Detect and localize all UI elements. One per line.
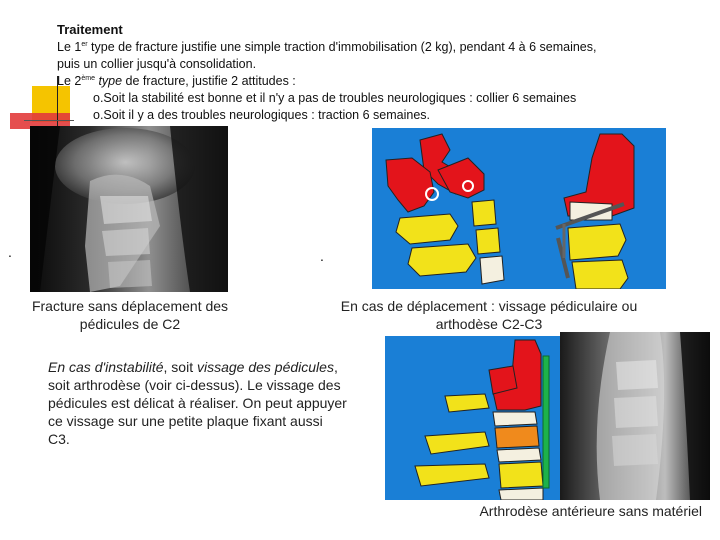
decorative-horizontal-line [24,120,74,121]
sub-item-neurologic: o.Soit il y a des troubles neurologiques : traction 6 semaines. [93,108,430,122]
paragraph-second-type: Le 2ème type de fracture, justifie 2 attitudes : [57,74,296,88]
diagram-pedicle-screw-fixation [372,128,666,289]
paragraph-first-type: Le 1er type de fracture justifie une simple traction d'immobilisation (2 kg), pendant 4 à 6 semaines, puis un collier jusqu'à consolidation. [57,40,597,71]
instability-paragraph: En cas d'instabilité, soit vissage des pédicules, soit arthrodèse (voir ci-dessus). Le vissage des pédicules est délicat à réaliser. On peut appuyer ce vissage sur une petite plaque fixant aussi C3. [48,359,347,447]
xray-image-anterior-arthrodesis [560,332,710,500]
bullet-dot-left: . [8,244,12,260]
slide-title: Traitement [57,22,123,37]
caption-anterior-arthrodesis: Arthrodèse antérieure sans matériel [479,503,702,519]
diagram-anterior-arthrodesis [385,336,561,500]
caption-displacement-screw: En cas de déplacement : vissage pédiculaire ou arthodèse C2-C3 [340,298,638,332]
xray-image-c2-fracture [30,126,228,292]
caption-fracture-no-displacement: Fracture sans déplacement des pédicules de C2 [31,298,229,332]
bullet-dot-right: . [320,248,324,264]
sub-item-stable: o.Soit la stabilité est bonne et il n'y a pas de troubles neurologiques : collier 6 semaines [93,91,577,105]
